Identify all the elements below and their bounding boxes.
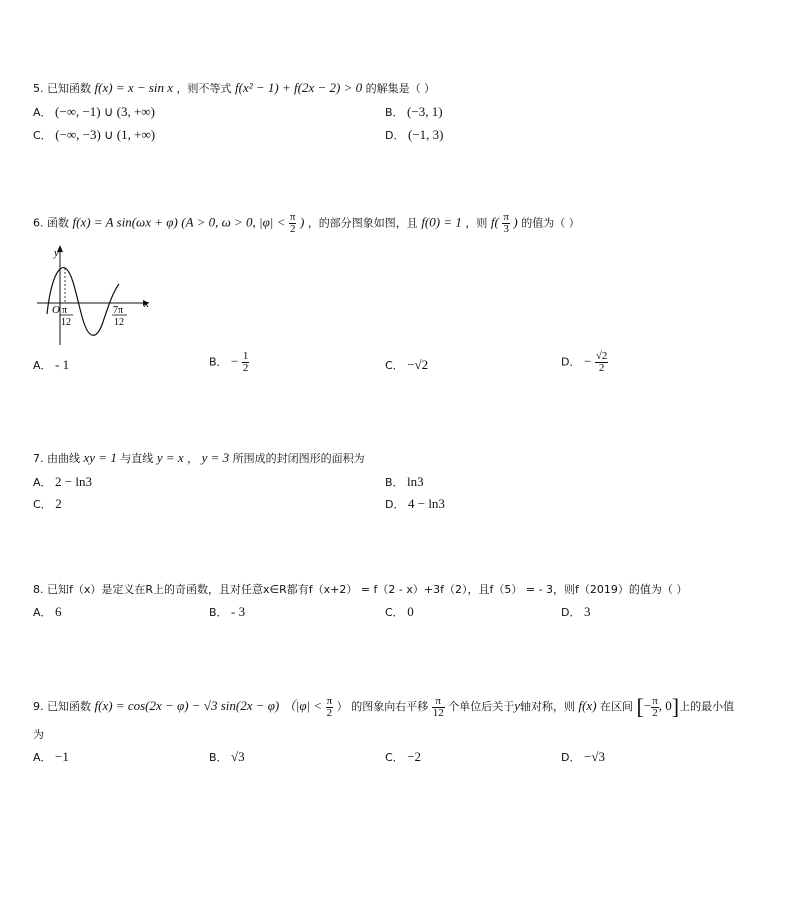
q9-axis: y [514,698,520,713]
q6-condition-close: ) [299,214,305,230]
tick-7pi-12-numerator: 7π [113,305,124,316]
q6-ask-close: ) [513,214,518,230]
option-negative-sign: − [583,353,592,369]
q6-option-d[interactable] [561,351,608,374]
q7-curve: xy = 1 [83,450,117,465]
fraction-denominator: 12 [432,706,444,719]
option-text: (−∞, −3) ∪ (1, +∞) [55,127,156,142]
q6-mid-text: ，的部分图象如图，且 [307,216,418,230]
q8-option-d[interactable] [561,604,590,620]
fraction-numerator: 1 [242,350,249,362]
q9-mid-text-3: 轴对称，则 [519,700,575,713]
q9-right-bracket: ] [671,694,680,719]
fraction-numerator: π [432,696,445,708]
q9-interval-fraction [651,696,659,719]
q6-function: f(x) = A sin(ωx + φ) [72,214,178,230]
option-label: D． [561,751,581,764]
option-text: −1 [55,749,69,764]
option-label: C． [385,751,404,764]
option-label: A． [33,106,52,119]
fraction-denominator: 3 [503,223,509,235]
option-label: C． [385,359,404,372]
fraction-numerator: π [289,211,296,223]
q6-suffix: 的值为（ ） [521,216,580,230]
q5-option-c[interactable] [33,127,155,143]
q6-ask-fraction [502,212,510,235]
option-text: (−1, 3) [407,127,444,142]
option-fraction [242,351,250,374]
option-label: D． [561,355,581,369]
q6-condition-fraction [289,212,297,235]
q5-function: f(x) = x − sin x [94,80,174,95]
fraction-denominator: 2 [289,223,296,235]
q5-option-a[interactable] [33,104,155,120]
x-axis-label: x [144,298,149,310]
q9-condition: （|φ| < [282,698,323,713]
q6-condition: (A > 0, ω > 0, |φ| < [181,214,286,230]
question-7-stem [33,450,365,466]
option-label: A． [33,606,52,619]
option-text: −√2 [407,357,429,372]
fraction-denominator: 2 [652,706,658,719]
sine-curve [47,268,119,336]
option-label: B． [209,751,228,764]
q6-option-b[interactable] [209,351,249,374]
option-text: 2 − ln3 [55,474,92,489]
q9-shift-fraction [432,696,445,719]
question-9-stem [33,694,734,720]
option-text: 6 [55,604,62,619]
y-axis-label: y [54,247,59,259]
fraction-denominator: 2 [598,362,605,374]
option-text: 2 [55,496,62,511]
q6-option-c[interactable] [385,357,428,373]
option-fraction [595,351,609,374]
q9-prefix: 9. 已知函数 [33,700,91,713]
q9-option-d[interactable] [561,749,605,765]
question-8-stem [33,581,687,597]
option-label: A． [33,751,52,764]
q6-f0: f(0) = 1 [421,214,462,230]
q6-ask-f: f( [490,214,499,230]
q6-sine-graph [33,240,163,350]
q5-prefix: 5. 已知函数 [33,82,91,95]
q9-mid-text-4: 在区间 [600,700,634,713]
q9-continuation-text: 为 [33,728,44,741]
q9-function: f(x) = cos(2x − φ) − √3 sin(2x − φ) [94,698,280,713]
option-label: B． [385,106,404,119]
q6-prefix: 6. 函数 [33,216,69,230]
option-label: C． [33,129,52,142]
q5-option-d[interactable] [385,127,443,143]
q6-ask-prefix: ，则 [465,216,488,230]
option-text: −2 [407,749,422,764]
q9-condition-close: ） [336,700,348,713]
q7-separator: ， [187,452,199,465]
question-6-stem [33,212,580,235]
q8-option-c[interactable] [385,604,414,620]
q9-interval-end: , 0 [658,698,672,713]
option-label: A． [33,359,52,372]
q8-option-a[interactable] [33,604,62,620]
q8-option-b[interactable] [209,604,245,620]
q9-condition-fraction [326,696,334,719]
q9-option-a[interactable] [33,749,69,765]
q9-mid-text-2: 个单位后关于 [448,700,515,713]
q8-stem-text: 8. 已知f（x）是定义在R上的奇函数，且对任意x∈R都有f（x+2） = f（2 - x）+3f（2），且f（5） = - 3，则f（2019）的值为（ ） [33,583,688,596]
q5-mid-text: ，则不等式 [176,82,232,95]
option-text: 4 − ln3 [407,496,445,511]
option-label: D． [385,498,405,511]
q9-option-c[interactable] [385,749,421,765]
q5-inequality: f(x² − 1) + f(2x − 2) > 0 [235,80,363,95]
fraction-numerator: π [326,694,333,707]
option-text: (−∞, −1) ∪ (3, +∞) [55,104,155,119]
q7-line-1: y = x [156,450,184,465]
option-label: B． [209,355,228,369]
question-9-continuation [33,726,44,742]
q7-prefix: 7. 由曲线 [33,452,80,465]
option-text: 0 [407,604,414,619]
q7-option-c[interactable] [33,496,62,512]
fraction-denominator: 2 [242,362,249,374]
option-label: A． [33,476,52,489]
q6-option-a[interactable] [33,357,69,373]
option-negative-sign: − [231,353,239,369]
option-label: C． [385,606,404,619]
origin-label: O [52,304,60,316]
q9-interval-negative: − [643,698,652,713]
q5-suffix: 的解集是（ ） [365,82,436,95]
q9-left-bracket: [ [636,694,644,719]
q7-option-b[interactable] [385,474,424,490]
option-text: - 1 [55,357,70,372]
q9-mid-text: 的图象向右平移 [351,700,429,713]
option-text: −√3 [583,749,605,764]
option-label: C． [33,498,52,511]
q9-option-b[interactable] [209,749,245,765]
fraction-denominator: 2 [326,706,333,719]
q7-line-2: y = 3 [201,450,230,465]
q7-mid-text: 与直线 [120,452,154,465]
option-text: √3 [231,749,245,764]
tick-7pi-12-denominator: 12 [114,317,124,328]
option-label: B． [385,476,404,489]
fraction-numerator: √2 [595,350,608,362]
question-5-stem [33,80,435,96]
option-text: ln3 [407,474,424,489]
fraction-numerator: π [652,694,658,707]
q9-suffix: 上的最小值 [679,700,735,713]
option-label: D． [561,606,581,619]
q7-option-a[interactable] [33,474,92,490]
option-label: B． [209,606,228,619]
fraction-numerator: π [503,211,509,223]
option-text: - 3 [231,604,246,619]
option-text: (−3, 1) [407,104,443,119]
q9-fx: f(x) [578,698,597,713]
tick-pi-12-numerator: π [62,305,68,316]
option-label: D． [385,129,405,142]
q5-option-b[interactable] [385,104,443,120]
q7-option-d[interactable] [385,496,445,512]
tick-pi-12-denominator: 12 [61,317,71,328]
option-text: 3 [583,604,591,619]
q7-suffix: 所围成的封闭图形的面积为 [232,452,365,465]
